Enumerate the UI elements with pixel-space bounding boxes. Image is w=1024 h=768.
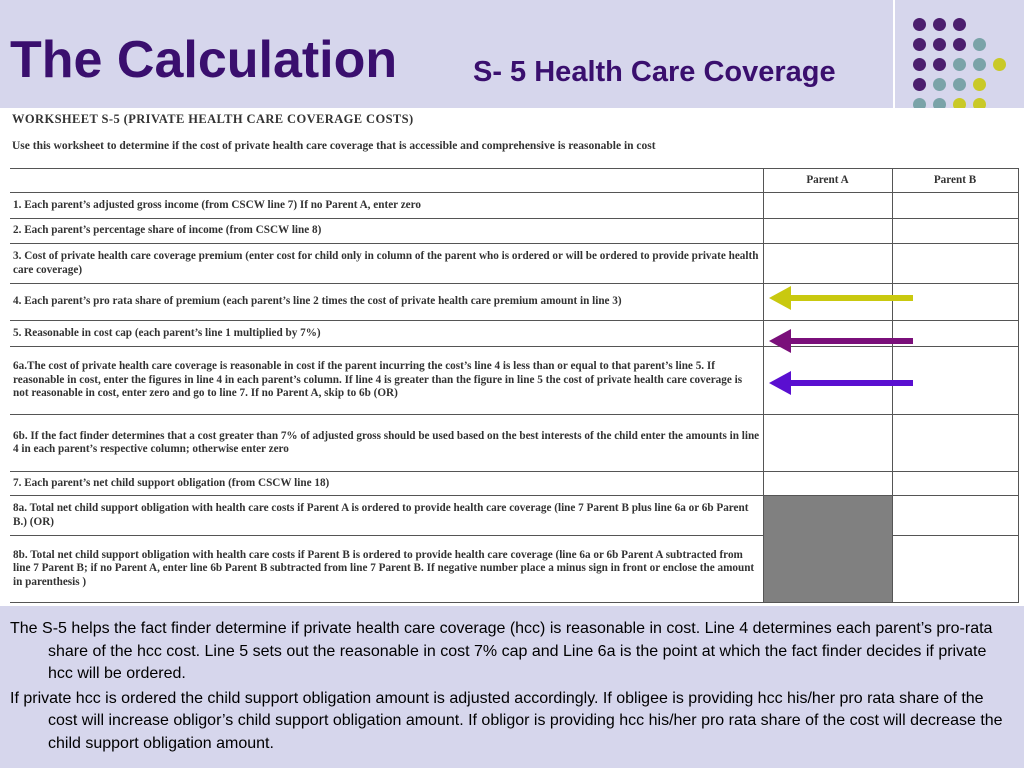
arrow-head bbox=[769, 286, 791, 310]
arrow-row-6a bbox=[769, 371, 913, 395]
slide-subtitle: S- 5 Health Care Coverage bbox=[473, 56, 836, 88]
callout-arrows bbox=[765, 280, 920, 400]
table-row bbox=[10, 193, 1018, 219]
table-row bbox=[10, 219, 1018, 244]
row-8-parent-a-shaded bbox=[763, 496, 892, 603]
dot bbox=[953, 38, 966, 51]
row-1-label: 1. Each parent’s adjusted gross income (from CSCW line 7) If no Parent A, enter zero bbox=[10, 193, 763, 219]
dot bbox=[953, 18, 966, 31]
dot bbox=[973, 78, 986, 91]
dot bbox=[953, 58, 966, 71]
row-7-parent-a bbox=[763, 472, 892, 496]
table-row bbox=[10, 415, 1018, 472]
worksheet-instructions: Use this worksheet to determine if the cost of private health care coverage that is accessible and comprehensive is reasonable in cost bbox=[12, 140, 656, 152]
table-row bbox=[10, 472, 1018, 496]
worksheet-title: WORKSHEET S-5 (PRIVATE HEALTH CARE COVERAGE COSTS) bbox=[12, 112, 414, 126]
arrow-row-4 bbox=[769, 286, 913, 310]
row-4-label: 4. Each parent’s pro rata share of premium (each parent’s line 2 times the cost of private health care premium amount in line 3) bbox=[10, 284, 763, 321]
dot bbox=[913, 78, 926, 91]
dot bbox=[933, 18, 946, 31]
row-5-label: 5. Reasonable in cost cap (each parent’s line 1 multiplied by 7%) bbox=[10, 321, 763, 347]
dot bbox=[973, 38, 986, 51]
note-paragraph: The S-5 helps the fact finder determine if private health care coverage (hcc) is reasonable in cost. Line 4 determines each parent’s pro-rata share of the hcc cost. Line 5 sets out the reasonable in cost 7% cap and Line 6a is the point at which the fact finder decides if private hcc will be ordered. bbox=[10, 620, 993, 682]
arrow-head bbox=[769, 371, 791, 395]
arrow-head bbox=[769, 329, 791, 353]
dot bbox=[953, 78, 966, 91]
title-divider bbox=[893, 0, 895, 112]
row-6a-label: 6a.The cost of private health care coverage is reasonable in cost if the parent incurring the cost’s line 4 is less than or equal to that parent’s line 5. If reasonable in cost, enter the figures in line 4 in each parent’s column. If line 4 is greater than the figure in line 5 the cost of private health care coverage is not reasonable in cost, enter zero and go to line 7. If no Parent A, skip to 6b (OR) bbox=[10, 347, 763, 415]
arrow-row-5 bbox=[769, 329, 913, 353]
row-8b-label: 8b. Total net child support obligation with health care costs if Parent B is ordered to provide health care coverage (line 6a or 6b Parent A subtracted from line 7 Parent B; if no Parent A, enter line 6b Parent B subtracted from line 7 Parent B. If negative number place a minus sign in front or enclose the amount in parenthesis ) bbox=[10, 536, 763, 603]
row-6b-parent-b bbox=[892, 415, 1018, 472]
header-blank bbox=[10, 169, 763, 193]
dot bbox=[913, 38, 926, 51]
row-2-label: 2. Each parent’s percentage share of income (from CSCW line 8) bbox=[10, 219, 763, 244]
dot bbox=[933, 78, 946, 91]
row-8a-label: 8a. Total net child support obligation with health care costs if Parent A is ordered to provide health care coverage (line 7 Parent B plus line 6a or 6b Parent B.) (OR) bbox=[10, 496, 763, 536]
row-3-label: 3. Cost of private health care coverage premium (enter cost for child only in column of the parent who is ordered or will be ordered to provide private health care coverage) bbox=[10, 244, 763, 284]
row-7-label: 7. Each parent’s net child support obligation (from CSCW line 18) bbox=[10, 472, 763, 496]
dot bbox=[913, 18, 926, 31]
row-3-parent-b bbox=[892, 244, 1018, 284]
explanation-notes bbox=[10, 618, 1010, 757]
row-8b-parent-b bbox=[892, 536, 1018, 603]
column-header-parent-a: Parent A bbox=[763, 169, 892, 193]
table-header-row bbox=[10, 169, 1018, 193]
dot bbox=[933, 38, 946, 51]
row-2-parent-b bbox=[892, 219, 1018, 244]
row-6b-label: 6b. If the fact finder determines that a cost greater than 7% of adjusted gross should be used based on the best interests of the child enter the amounts in line 4 in each parent’s respective column; otherwise enter zero bbox=[10, 415, 763, 472]
slide-title: The Calculation bbox=[10, 31, 398, 89]
table-row bbox=[10, 496, 1018, 536]
row-7-parent-b bbox=[892, 472, 1018, 496]
row-3-parent-a bbox=[763, 244, 892, 284]
dot bbox=[993, 58, 1006, 71]
table-row bbox=[10, 244, 1018, 284]
dot bbox=[933, 58, 946, 71]
note-paragraph: If private hcc is ordered the child support obligation amount is adjusted accordingly. If obligee is providing hcc his/her pro rata share of the cost will increase obligor’s child support obligation amount. If obligor is providing hcc his/her pro rata share of the cost will decrease the child support obligation amount. bbox=[10, 689, 1003, 752]
row-1-parent-a bbox=[763, 193, 892, 219]
row-6b-parent-a bbox=[763, 415, 892, 472]
dot bbox=[913, 58, 926, 71]
column-header-parent-b: Parent B bbox=[892, 169, 1018, 193]
dot bbox=[973, 58, 986, 71]
row-2-parent-a bbox=[763, 219, 892, 244]
row-1-parent-b bbox=[892, 193, 1018, 219]
row-8a-parent-b bbox=[892, 496, 1018, 536]
